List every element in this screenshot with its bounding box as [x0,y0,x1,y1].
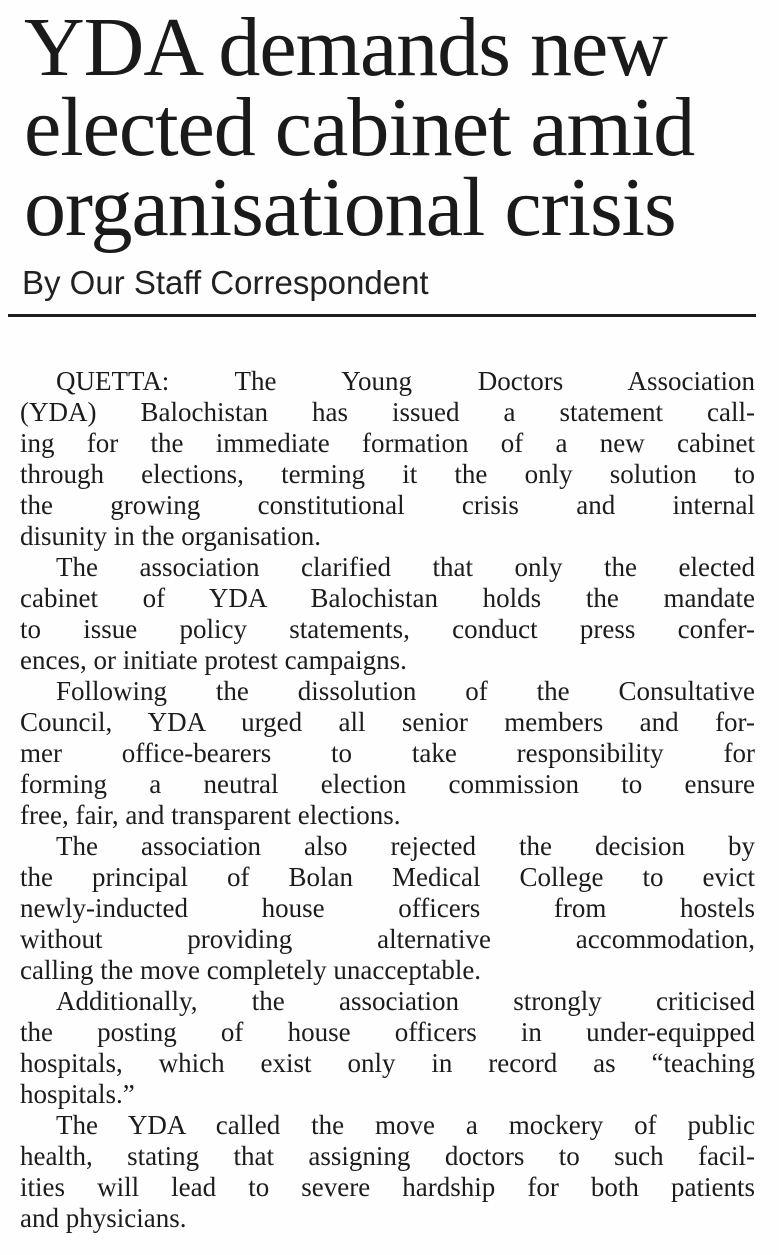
text-line: the posting of house officers in under-equipped [20,1017,755,1047]
text-line: ing for the immediate formation of a new cabinet [20,428,755,458]
paragraph [20,831,755,986]
byline: By Our Staff Correspondent [22,264,429,301]
text-line: Additionally, the association strongly criticised [56,986,755,1016]
article-body [20,366,755,1234]
text-line: and physicians. [20,1203,187,1233]
paragraph [20,676,755,831]
text-line: disunity in the organisation. [20,521,321,551]
text-line: through elections, terming it the only solution to [20,459,755,489]
paragraph [20,1110,755,1234]
text-line: calling the move completely unacceptable. [20,955,482,985]
text-line: (YDA) Balochistan has issued a statement call- [20,397,755,427]
text-line: mer office-bearers to take responsibility for [20,738,755,768]
text-line: newly-inducted house officers from hostels [20,893,755,923]
text-line: Council, YDA urged all senior members and for- [20,707,755,737]
text-line: Following the dissolution of the Consultative [56,676,755,706]
text-line: cabinet of YDA Balochistan holds the mandate [20,583,755,613]
headline-line-3: organisational crisis [24,161,676,254]
headline-line-2: elected cabinet amid [24,81,695,174]
article-headline [24,1,764,254]
text-line: to issue policy statements, conduct press confer- [20,614,755,644]
text-line: The association clarified that only the elected [56,552,755,582]
text-line: hospitals.” [20,1079,135,1109]
text-line: without providing alternative accommodation, [20,924,755,954]
text-line: free, fair, and transparent elections. [20,800,401,830]
byline-divider-rule [8,314,756,317]
text-line: The association also rejected the decision by [56,831,755,861]
text-line: ities will lead to severe hardship for both patients [20,1172,755,1202]
paragraph [20,366,755,552]
text-line: the growing constitutional crisis and internal [20,490,755,520]
text-line: forming a neutral election commission to ensure [20,769,755,799]
text-line: ences, or initiate protest campaigns. [20,645,407,675]
text-line: health, stating that assigning doctors to such facil- [20,1141,755,1171]
text-line: The YDA called the move a mockery of public [56,1110,755,1140]
paragraph [20,552,755,676]
text-line: QUETTA: The Young Doctors Association [56,366,755,396]
paragraph [20,986,755,1110]
text-line: hospitals, which exist only in record as “teaching [20,1048,755,1078]
headline-line-1: YDA demands new [24,1,667,94]
text-line: the principal of Bolan Medical College to evict [20,862,755,892]
